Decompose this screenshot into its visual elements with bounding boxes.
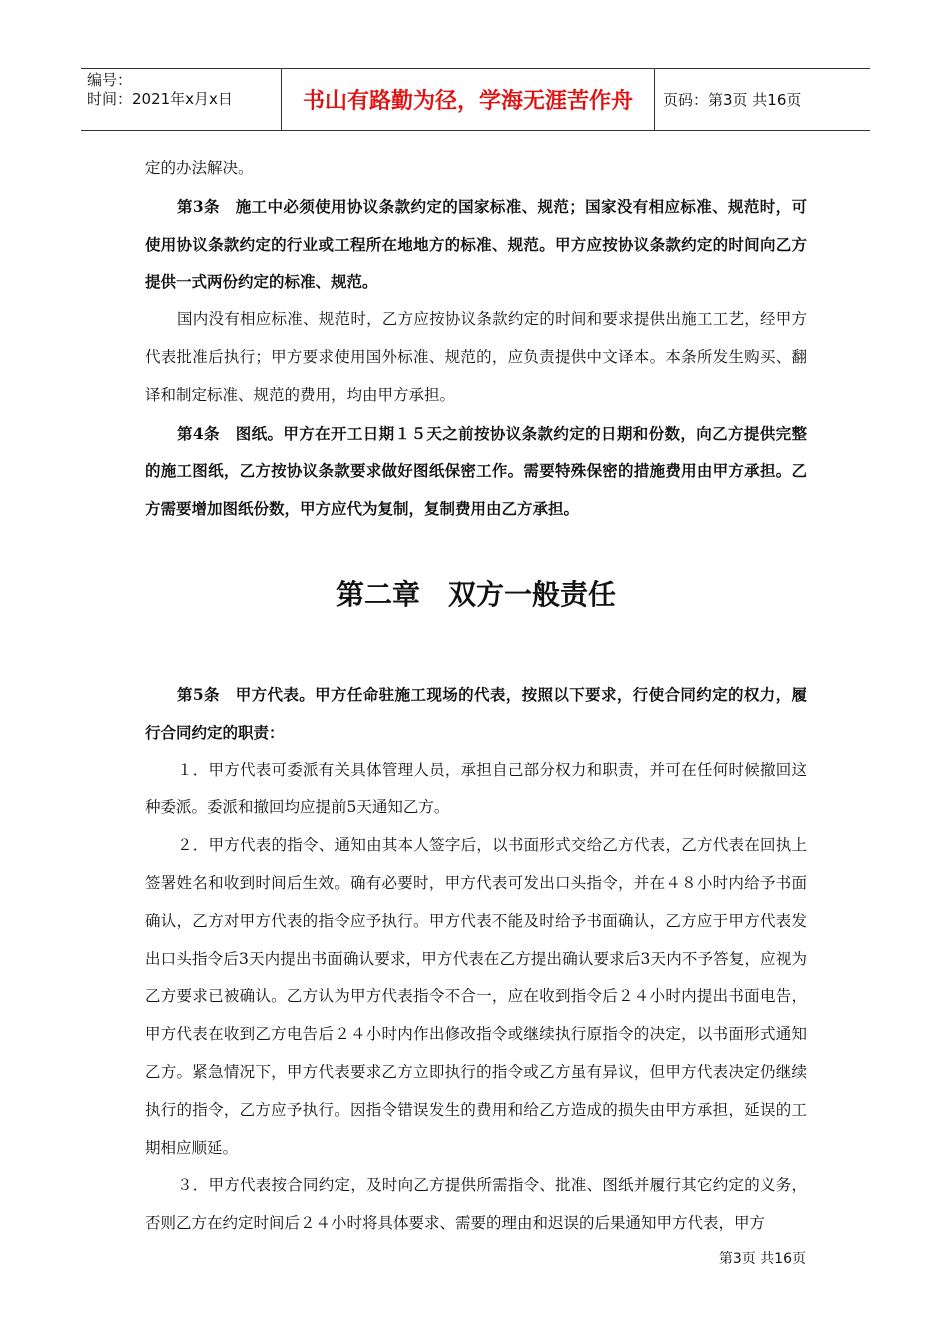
page-footer: 第3页 共16页 bbox=[718, 1251, 806, 1267]
doc-time-label: 时间：2021年x月x日 bbox=[87, 90, 233, 108]
article-5-item-3: ３．甲方代表按合同约定，及时向乙方提供所需指令、批准、图纸并履行其它约定的义务，否则乙方在约定时间后２４小时将具体要求、需要的理由和迟误的后果通知甲方代表，甲方 bbox=[145, 1176, 807, 1233]
header-page-label: 页码：第3页 共16页 bbox=[663, 91, 802, 109]
header-motto: 书山有路勤为径，学海无涯苦作舟 bbox=[282, 69, 655, 130]
doc-number-label: 编号： bbox=[87, 71, 133, 89]
chapter-heading: 第二章 双方一般责任 bbox=[335, 577, 616, 611]
article-5-item-2: ２．甲方代表的指令、通知由其本人签字后，以书面形式交给乙方代表，乙方代表在回执上签署姓名和收到时间后生效。确有必要时，甲方代表可发出口头指令，并在４８小时内给予书面确认，乙方对甲方代表的指令应予执行。甲方代表不能及时给予书面确认，乙方应于甲方代表发出口头指令后3天内提出书面确认要求，甲方代表在乙方提出确认要求后3天内不予答复，应视为乙方要求已被确认。乙方认为甲方代表指令不合一，应在收到指令后２４小时内提出书面电告，甲方代表在收到乙方电告后２４小时内作出修改指令或继续执行原指令的决定，以书面形式通知乙方。紧急情况下，甲方代表要求乙方立即执行的指令或乙方虽有异议，但甲方代表决定仍继续执行的指令，乙方应予执行。因指令错误发生的费用和给乙方造成的损失由甲方承担，延误的工期相应顺延。 bbox=[145, 836, 807, 1157]
article-3-paragraph-2: 国内没有相应标准、规范时，乙方应按协议条款约定的时间和要求提供出施工工艺，经甲方代表批准后执行；甲方要求使用国外标准、规范的，应负责提供中文译本。本条所发生购买、翻译和制定标准、规范的费用，均由甲方承担。 bbox=[145, 310, 807, 404]
article-3: 第3条 施工中必须使用协议条款约定的国家标准、规范；国家没有相应标准、规范时，可使用协议条款约定的行业或工程所在地地方的标准、规范。甲方应按协议条款约定的时间向乙方提供一式两份约定的标准、规范。 bbox=[145, 196, 807, 292]
document-body bbox=[145, 150, 807, 1243]
header-info-cell bbox=[81, 69, 282, 130]
article-5-item-1: １．甲方代表可委派有关具体管理人员，承担自己部分权力和职责，并可在任何时候撤回这种委派。委派和撤回均应提前5天通知乙方。 bbox=[145, 760, 807, 817]
paragraph-continuation: 定的办法解决。 bbox=[145, 159, 254, 177]
page-header bbox=[81, 68, 870, 131]
article-4: 第4条 图纸。甲方在开工日期１５天之前按协议条款约定的日期和份数，向乙方提供完整的施工图纸，乙方按协议条款要求做好图纸保密工作。需要特殊保密的措施费用由甲方承担。乙方需要增加图纸份数，甲方应代为复制，复制费用由乙方承担。 bbox=[145, 423, 807, 519]
article-5: 第5条 甲方代表。甲方任命驻施工现场的代表，按照以下要求，行使合同约定的权力，履行合同约定的职责： bbox=[145, 684, 807, 742]
